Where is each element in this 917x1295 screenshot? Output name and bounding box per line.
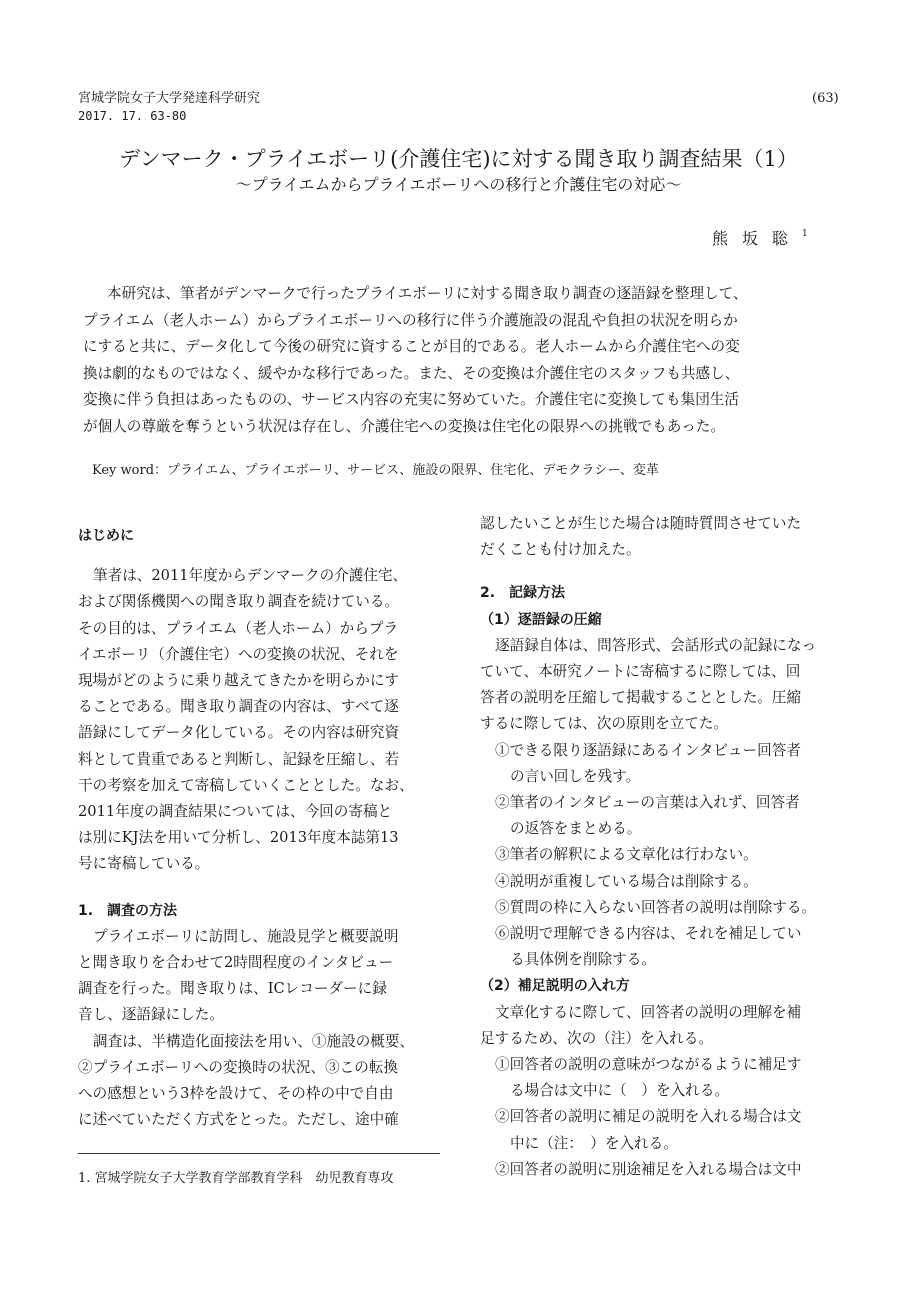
body-line: その目的は、プライエム（老人ホーム）からプラ [78,619,399,637]
right-column [480,511,850,1183]
list-item-cont: る具体例を削除する。 [510,951,656,969]
list-item: ②回答者の説明に別途補足を入れる場合は文中 [495,1160,802,1178]
abstract-line: 換は劇的なものではなく、緩やかな移行であった。また、その変換は介護住宅のスタッフも共感し、 [83,364,740,382]
list-item-cont: の返答をまとめる。 [510,820,642,838]
body-line: だくことも付け加えた。 [480,541,641,559]
body-line: への感想という3枠を設けて、その枠の中で自由 [78,1085,394,1103]
body-line: と聞き取りを合わせて2時間程度のインタビュー [78,954,394,972]
body-line: 認したいことが生じた場合は随時質問させていた [480,515,802,532]
list-item-cont: の言い回しを残す。 [510,767,641,785]
list-item-cont: 中に（注： ）を入れる。 [510,1134,678,1152]
body-line: 調査は、半構造化面接法を用い、①施設の概要、 [93,1032,415,1050]
body-line: ていて、本研究ノートに寄稿するに際しては、回 [480,663,801,681]
body-line: 筆者は、2011年度からデンマークの介護住宅、 [93,567,408,585]
list-item: ②回答者の説明に補足の説明を入れる場合は文 [495,1108,802,1126]
body-line: 干の考察を加えて寄稿していくこととした。なお、 [78,776,414,794]
subsection-heading-2: （2）補足説明の入れ方 [480,978,630,995]
body-line: プライエボーリに訪問し、施設見学と概要説明 [93,927,399,945]
list-item: ①できる限り逐語録にあるインタビュー回答者 [495,741,801,759]
body-line: 調査を行った。聞き取りは、ICレコーダーに録 [78,980,387,998]
body-line: に述べていただく方式をとった。ただし、途中確 [78,1111,399,1129]
list-item: ⑥説明で理解できる内容は、それを補足してい [495,925,802,943]
list-item: ①回答者の説明の意味がつながるように補足す [495,1056,802,1074]
body-line: ることである。聞き取り調査の内容は、すべて逐 [78,698,399,716]
body-line: 足するため、次の（注）を入れる。 [480,1029,713,1047]
footnote: 1. 宮城学院女子大学教育学部教育学科 幼児教育専攻 [78,1171,394,1186]
page-number: (63) [812,91,839,106]
abstract-line: 変換に伴う負担はあったものの、サービス内容の充実に努めていた。介護住宅に変換しても集団生活 [83,391,739,408]
abstract [83,281,843,440]
body-line: 2011年度の調査結果については、今回の寄稿と [78,803,393,821]
body-line: は別にKJ法を用いて分析し、2013年度本誌第13 [78,829,399,847]
paper-subtitle: 〜プライエムからプライエボーリへの移行と介護住宅の対応〜 [235,175,682,194]
journal-name: 宮城学院女子大学発達科学研究 [78,91,261,106]
author [712,226,808,249]
section-heading-intro: はじめに [78,528,134,544]
body-line: 逐語録自体は、問答形式、会話形式の記録になっ [495,636,817,654]
subsection-heading-1: （1）逐語録の圧縮 [480,611,602,628]
list-item: ②筆者のインタビューの言葉は入れず、回答者 [495,794,800,812]
abstract-line: にすると共に、データ化して今後の研究に資することが目的である。老人ホームから介護住宅への変 [83,338,740,355]
body-line: 現場がどのように乗り越えてきたかを明らかにす [78,672,400,690]
author-footnote-mark: 1 [802,229,808,239]
abstract-line: 本研究は、筆者がデンマークで行ったプライエボーリに対する聞き取り調査の逐語録を整理して、 [107,285,748,302]
list-item-cont: る場合は文中に（ ）を入れる。 [510,1082,729,1100]
body-line: 音し、逐語録にした。 [78,1006,224,1024]
left-column [78,523,448,1133]
body-line: 号に寄稿している。 [78,855,210,873]
body-line: するに際しては、次の原則を立てた。 [480,715,729,733]
section-heading-1: 1. 調査の方法 [78,902,178,919]
journal-volume: 2017. 17. 63-80 [78,109,187,123]
keywords: Key word：プライエム、プライエボーリ、サービス、施設の限界、住宅化、デモクラシー、変革 [92,463,659,478]
body-line: 語録にしてデータ化している。その内容は研究資 [78,724,400,742]
abstract-line: プライエム（老人ホーム）からプライエボーリへの移行に伴う介護施設の混乱や負担の状況を明らか [83,311,738,329]
section-heading-2: 2. 記録方法 [480,585,566,602]
list-item: ③筆者の解釈による文章化は行わない。 [495,846,758,864]
body-line: イエボーリ（介護住宅）への変換の状況、それを [78,645,399,663]
body-line: および関係機関への聞き取り調査を続けている。 [78,593,400,611]
body-line: ②プライエボーリへの変換時の状況、③この転換 [78,1058,399,1076]
list-item: ⑤質問の枠に入らない回答者の説明は削除する。 [495,898,817,916]
paper-title: デンマーク・プライエボーリ(介護住宅)に対する聞き取り調査結果（1） [119,147,798,171]
body-line: 答者の説明を圧縮して掲載することとした。圧縮 [480,689,802,707]
body-line: 料として貴重であると判断し、記録を圧縮し、若 [78,750,400,768]
body-line: 文章化するに際して、回答者の説明の理解を補 [495,1003,802,1021]
footnote-rule [78,1153,440,1154]
list-item: ④説明が重複している場合は削除する。 [495,872,758,890]
abstract-line: が個人の尊厳を奪うという状況は存在し、介護住宅への変換は住宅化の限界への挑戦でもあった。 [83,417,725,435]
author-name: 熊坂聡 [712,229,803,248]
